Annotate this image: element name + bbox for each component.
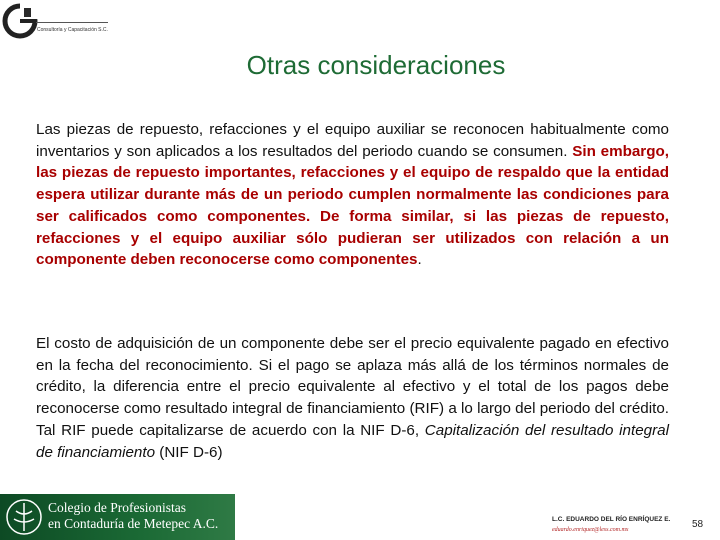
paragraph1-end: .: [417, 251, 422, 269]
signature-email: eduardo.enriquez@less.com.mx: [552, 527, 629, 533]
logo-g-icon: [2, 2, 42, 40]
paragraph1-plain: Las piezas de repuesto, refacciones y el equipo auxiliar se reconocen habitualmente como inventarios y son aplicados a los resultados del periodo cuando se consumen.: [36, 121, 669, 160]
logo-rule: [36, 22, 108, 23]
org-line-1: Colegio de Profesionistas: [48, 500, 186, 515]
signature-name: L.C. EDUARDO DEL RÍO ENRÍQUEZ E.: [552, 516, 671, 523]
company-logo: [2, 2, 142, 40]
paragraph2-italic: Capitalización del resultado integral de financiamiento: [36, 421, 669, 461]
logo-tagline: Consultoría y Capacitación S.C.: [37, 27, 108, 33]
footer-organization: [48, 500, 238, 532]
page-number: 58: [692, 519, 704, 530]
page-title: Otras consideraciones: [246, 50, 506, 80]
paragraph-spare-parts: [36, 119, 669, 271]
paragraph1-highlight: Sin embargo, las piezas de repuesto importantes, refacciones y el equipo de respaldo que la entidad espera utilizar durante más de un periodo cumplen normalmente las condiciones para ser calificados como componentes. De forma similar, si las piezas de repuesto, refacciones y el equipo auxiliar sólo pudieran ser utilizados con relación a un componente deben reconocerse como componentes: [36, 142, 669, 269]
college-emblem-icon: [4, 497, 44, 537]
org-line-2: en Contaduría de Metepec A.C.: [48, 516, 219, 531]
paragraph-acquisition-cost: [36, 333, 669, 463]
paragraph2-end: (NIF D-6): [155, 443, 223, 461]
paragraph2-plain: El costo de adquisición de un componente debe ser el precio equivalente pagado en efectivo en la fecha del reconocimiento. Si el pago se aplaza más allá de los términos normales de crédito, la diferencia entre el precio equivalente al efectivo y el total de los pagos debe reconocerse como resultado integral de financiamiento (RIF) a lo largo del periodo del crédito. Tal RIF puede capitalizarse de acuerdo con la NIF D-6,: [36, 335, 669, 439]
